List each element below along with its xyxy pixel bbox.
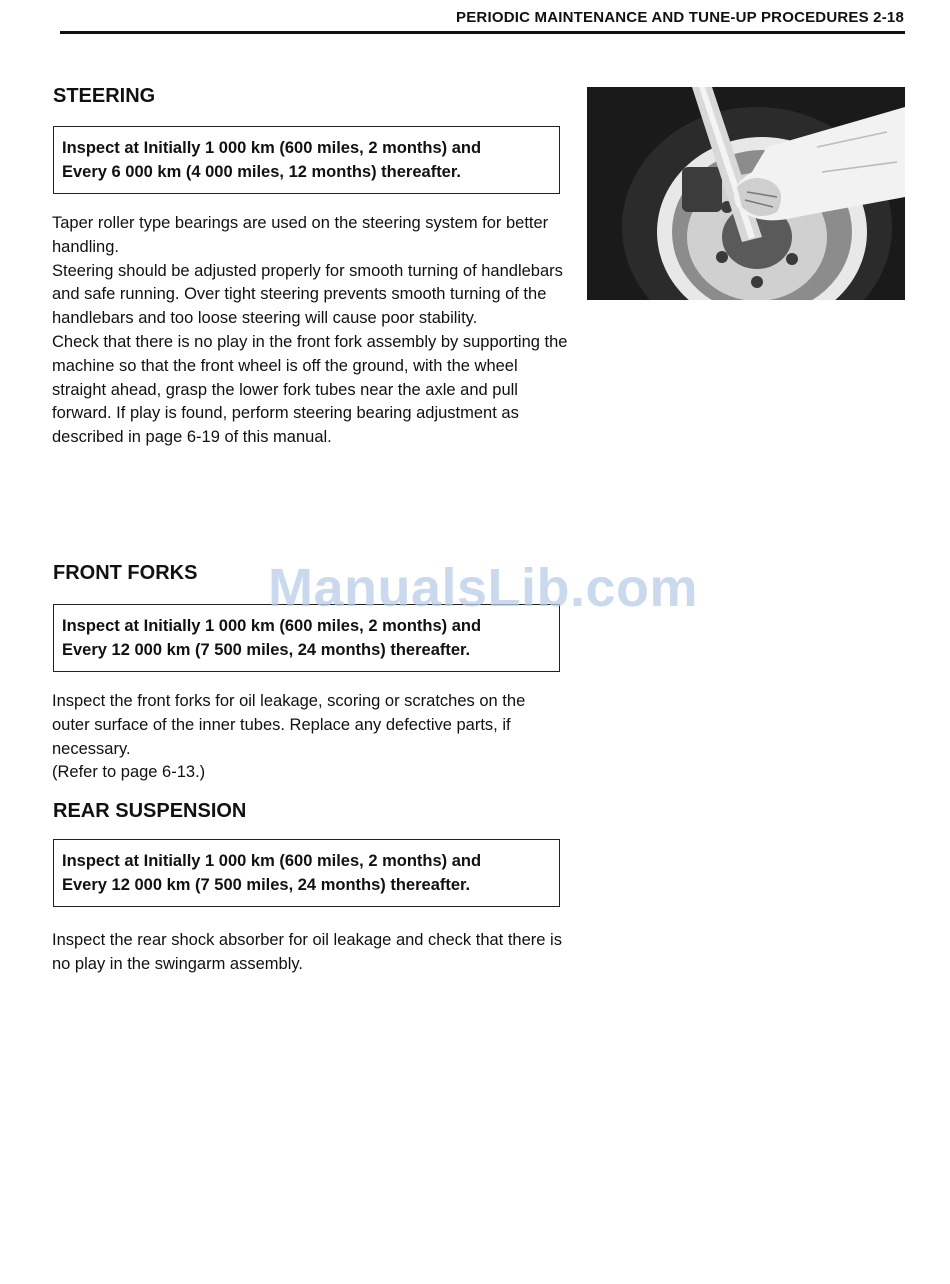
- section-title-rear-suspension: REAR SUSPENSION: [53, 800, 247, 822]
- rear-suspension-body: [52, 929, 564, 977]
- inspect-line-2: Every 6 000 km (4 000 miles, 12 months) thereafter.: [62, 163, 461, 181]
- paragraph: Check that there is no play in the front fork assembly by supporting the machine so that the front wheel is off the ground, with the wheel straight ahead, grasp the lower fork tubes near the axle and pull forward. If play is found, perform steering bearing adjustment as described in page 6-19 of this manual.: [52, 332, 568, 447]
- watermark: ManualsLib.com: [268, 558, 699, 618]
- inspect-box-rear-suspension: [53, 839, 560, 907]
- inspect-box-steering: [53, 126, 560, 194]
- paragraph: Inspect the rear shock absorber for oil leakage and check that there is no play in the swingarm assembly.: [52, 931, 562, 973]
- front-forks-body: [52, 690, 562, 785]
- paragraph: Taper roller type bearings are used on the steering system for better handling.: [52, 214, 549, 256]
- section-title-front-forks: FRONT FORKS: [53, 562, 198, 584]
- section-title-steering: STEERING: [53, 85, 156, 107]
- front-wheel-illustration: [587, 87, 905, 300]
- inspect-line-2: Every 12 000 km (7 500 miles, 24 months) thereafter.: [62, 876, 471, 894]
- page-header-title: PERIODIC MAINTENANCE AND TUNE-UP PROCEDURES 2-18: [456, 9, 904, 26]
- inspect-line-2: Every 12 000 km (7 500 miles, 24 months) thereafter.: [62, 641, 471, 659]
- header-rule: [60, 31, 905, 34]
- paragraph: Inspect the front forks for oil leakage, scoring or scratches on the outer surface of the inner tubes. Replace any defective parts, if necessary.: [52, 692, 526, 758]
- paragraph: Steering should be adjusted properly for smooth turning of handlebars and safe running. Over tight steering prevents smooth turning of the handlebars and too loose steering will cause poor stability.: [52, 261, 563, 328]
- steering-body: [52, 212, 572, 450]
- inspect-line-1: Inspect at Initially 1 000 km (600 miles, 2 months) and: [62, 852, 482, 870]
- steering-check-photo: [587, 87, 905, 300]
- inspect-line-1: Inspect at Initially 1 000 km (600 miles, 2 months) and: [62, 617, 482, 635]
- inspect-line-1: Inspect at Initially 1 000 km (600 miles, 2 months) and: [62, 139, 482, 157]
- paragraph: (Refer to page 6-13.): [52, 763, 206, 782]
